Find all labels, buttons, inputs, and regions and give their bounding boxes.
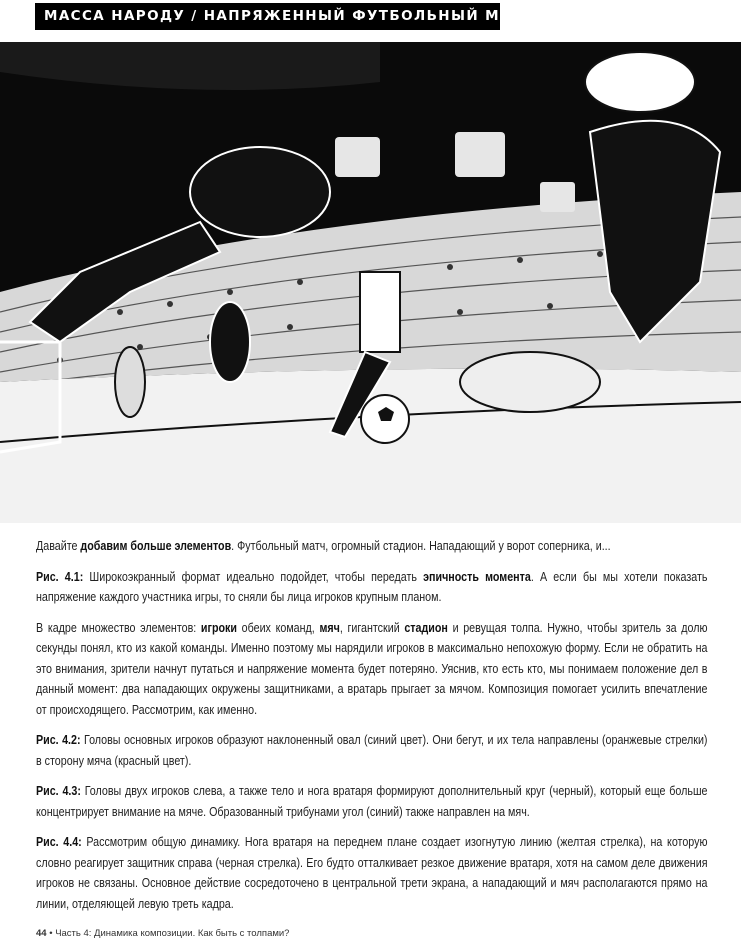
text: Давайте — [36, 539, 81, 553]
page-footer — [36, 928, 708, 940]
text: и ревущая толпа. Нужно, чтобы зритель за долю секунды понял, кто из какой команды. Именно поэтому мы нарядили игроков в максимально непохожую форму. Если не обратить на это внимания, зрители начнут путаться и напряжение момента будет потеряно. Уяснив, кто есть кто, мы понимаем положение дел в данный момент: два нападающих окружены защитниками, а вратарь прыгает за мячом. Композиция помогает усилить впечатление от происходящего. Рассмотрим, как именно. — [36, 620, 708, 717]
section-header: МАССА НАРОДУ / НАПРЯЖЕННЫЙ ФУТБОЛЬНЫЙ МАТЧ — [35, 3, 500, 30]
paragraph-intro — [36, 536, 708, 557]
separator: • — [46, 928, 56, 939]
bold-text: добавим больше элементов — [80, 539, 232, 553]
chapter-title: Часть 4: Динамика композиции. Как быть с толпами? — [55, 928, 290, 939]
football-match-illustration — [0, 42, 741, 523]
text: В кадре множество элементов: — [36, 620, 201, 635]
text: . Футбольный матч, огромный стадион. Нападающий у ворот соперника, и... — [231, 539, 611, 553]
paragraph-fig-4-2 — [36, 730, 708, 771]
bold-text: мяч — [319, 620, 340, 635]
paragraph-fig-4-4 — [36, 832, 708, 914]
paragraph-fig-4-3 — [36, 781, 708, 822]
text: Рассмотрим общую динамику. Нога вратаря на переднем плане создает изогнутую линию (желтая стрелка), на которую словно реагирует защитник справа (черная стрелка). Его будто отталкивает резкое движение вратаря, хотя на самом деле движения игроков не связаны. Основное действие сосредоточено в центральной трети экрана, а нападающий и мяч располагаются прямо на линии, отделяющей левую треть кадра. — [36, 835, 708, 911]
paragraph-fig-4-1 — [36, 567, 708, 608]
text-column — [36, 536, 708, 940]
figure-ref: Рис. 4.2: — [36, 733, 81, 747]
text: Головы основных игроков образуют наклоненный овал (синий цвет). Они бегут, и их тела направлены (оранжевые стрелки) в сторону мяча (красный цвет). — [36, 733, 708, 768]
body-text — [36, 536, 708, 914]
figure-ref: Рис. 4.4: — [36, 835, 82, 849]
text: , гигантский — [339, 620, 405, 635]
figure-ref: Рис. 4.1: — [36, 569, 84, 584]
page-number: 44 — [36, 928, 47, 939]
paragraph-elements — [36, 618, 708, 721]
figure-ref: Рис. 4.3: — [36, 784, 81, 798]
text: . А если бы мы хотели показать напряжение каждого участника игры, то сняли бы лица игроков крупным планом. — [36, 569, 708, 604]
text: обеих команд, — [236, 620, 320, 635]
text: Широкоэкранный формат идеально подойдет, чтобы передать — [83, 569, 424, 584]
bold-text: игроки — [200, 620, 237, 635]
bold-text: стадион — [404, 620, 448, 635]
comic-illustration — [0, 42, 741, 523]
bold-text: эпичность момента — [423, 569, 531, 584]
text: Головы двух игроков слева, а также тело и нога вратаря формируют дополнительный круг (черный), который еще больше концентрирует внимание на мяче. Образованный трибунами угол (синий) также направлен на мяч. — [36, 784, 708, 819]
